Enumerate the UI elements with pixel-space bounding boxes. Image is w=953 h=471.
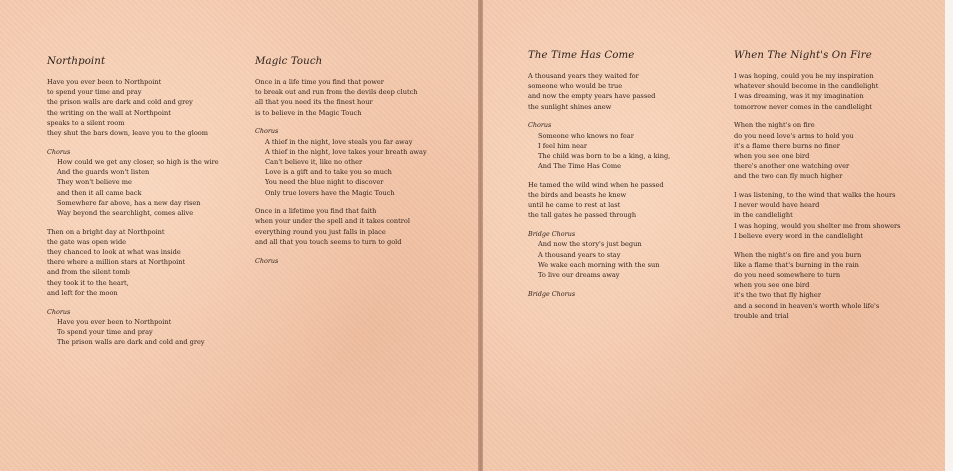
lyric-line: And now the story's just begun: [538, 240, 642, 249]
stanza-gap: [734, 241, 901, 250]
lyric-line: I was dreaming, was it my imagination: [734, 92, 864, 101]
lyric-line: Once in a life time you find that power: [255, 78, 384, 86]
lyric-line: speaks to a silent room: [47, 118, 125, 127]
lyric-line: and the two can fly much higher: [734, 172, 843, 181]
lyric-line: there where a million stars at Northpoint: [47, 258, 186, 267]
lyric-line: until he came to rest at last: [528, 201, 621, 210]
lyric-line: there's another one watching over: [734, 162, 850, 171]
lyric-line: And the guards won't listen: [57, 168, 150, 177]
stanza-gap: [255, 118, 427, 127]
lyric-line: To spend your time and pray: [57, 327, 153, 336]
lyric-line: A thief in the night, love steals you far away: [265, 137, 413, 146]
lyric-line: and left for the moon: [47, 288, 118, 297]
lyric-line: The prison walls are dark and cold and grey: [57, 338, 205, 347]
lyric-line: when you see one bird: [734, 281, 810, 290]
lyric-line: I was listening, to the wind that walks the hours: [734, 191, 896, 200]
lyric-line: they took it to the heart,: [47, 278, 129, 287]
lyric-line: A thousand years to stay: [538, 250, 621, 259]
section-label: Chorus: [47, 147, 71, 156]
lyric-line: Can't believe it, like no other: [265, 157, 363, 166]
lyric-line: Once in a lifetime you find that faith: [255, 207, 377, 216]
lyric-line: Have you ever been to Northpoint: [57, 317, 172, 326]
lyric-line: is to believe in the Magic Touch: [255, 108, 362, 117]
lyric-line: Way beyond the searchlight, comes alive: [57, 208, 194, 217]
lyric-line: someone who would be true: [528, 82, 623, 91]
stanza-gap: [528, 171, 670, 180]
lyric-line: the birds and beasts he knew: [528, 191, 627, 200]
lyric-line: to break out and run from the devils deep clutch: [255, 88, 418, 97]
lyric-line: A thousand years they waited for: [528, 72, 639, 80]
lyric-line: trouble and trial: [734, 311, 789, 320]
lyric-line: The child was born to be a king, a king,: [538, 151, 671, 160]
section-label: Chorus: [255, 256, 279, 265]
stanza-gap: [47, 218, 219, 227]
lyric-line: they chanced to look at what was inside: [47, 248, 181, 257]
lyric-line: and a second in heaven's worth whole life's: [734, 301, 880, 310]
song-title: The Time Has Come: [528, 50, 635, 61]
lyric-line: and now the empty years have passed: [528, 92, 656, 101]
lyric-line: And The Time Has Come: [538, 162, 622, 171]
lyric-line: Have you ever been to Northpoint: [47, 78, 162, 86]
section-label: Chorus: [47, 307, 71, 316]
lyric-line: the sunlight shines anew: [528, 102, 612, 111]
stanza-gap: [528, 280, 670, 289]
lyric-line: the tall gates he passed through: [528, 211, 637, 220]
stanza-gap: [528, 221, 670, 230]
lyric-line: the gate was open wide: [47, 237, 127, 246]
lyric-line: I feel him near: [538, 141, 588, 150]
song-title: Northpoint: [47, 56, 106, 67]
lyric-line: I never would have heard: [734, 201, 820, 210]
song-title: When The Night's On Fire: [734, 50, 872, 61]
lyric-line: Someone who knows no fear: [538, 131, 634, 140]
lyric-line: everything round you just falls in place: [255, 227, 386, 236]
lyric-line: Only true lovers have the Magic Touch: [265, 188, 395, 197]
song-when-the-nights-on-fire: [734, 50, 901, 321]
lyric-line: I believe every word in the candlelight: [734, 231, 864, 240]
stanza-gap: [734, 112, 901, 121]
lyric-line: like a flame that's burning in the rain: [734, 260, 859, 269]
lyric-line: I was hoping, would you shelter me from showers: [734, 221, 901, 230]
lyric-line: they shut the bars down, leave you to the gloom: [47, 129, 209, 138]
lyric-line: in the candlelight: [734, 211, 793, 220]
lyric-line: whatever should become in the candlelight: [734, 82, 879, 91]
section-label: Bridge Chorus: [528, 289, 576, 298]
lyric-line: A thief in the night, love takes your breath away: [265, 147, 427, 156]
lyric-line: Somewhere far above, has a new day risen: [57, 198, 201, 207]
lyric-line: the prison walls are dark and cold and grey: [47, 98, 193, 107]
lyric-line: and then it all came back: [57, 188, 142, 197]
stanza-gap: [47, 138, 219, 147]
scan-edge: [945, 0, 953, 471]
lyric-line: You need the blue night to discover: [265, 178, 384, 187]
lyric-line: it's the two that fly higher: [734, 291, 821, 300]
song-the-time-has-come: [528, 50, 670, 299]
lyric-line: the writing on the wall at Northpoint: [47, 108, 171, 117]
lyric-line: He tamed the wild wind when he passed: [528, 180, 664, 189]
lyric-line: To live our dreams away: [538, 270, 620, 279]
lyric-line: to spend your time and pray: [47, 88, 142, 97]
lyric-line: How could we get any closer, so high is the wire: [57, 157, 219, 166]
lyric-line: tomorrow never comes in the candlelight: [734, 102, 872, 111]
lyric-line: do you need somewhere to turn: [734, 270, 841, 279]
lyric-line: When the night's on fire and you burn: [734, 250, 862, 259]
lyric-line: Then on a bright day at Northpoint: [47, 227, 165, 236]
stanza-gap: [255, 247, 427, 256]
stanza-gap: [528, 112, 670, 121]
lyric-line: I was hoping, could you be my inspiration: [734, 72, 874, 80]
song-northpoint: [47, 56, 219, 347]
lyric-line: when you see one bird: [734, 151, 810, 160]
song-magic-touch: [255, 56, 427, 266]
lyric-line: do you need love's arms to hold you: [734, 131, 854, 140]
lyric-line: and all that you touch seems to turn to gold: [255, 237, 402, 246]
lyric-line: They won't believe me: [57, 178, 132, 187]
lyric-line: when your under the spell and it takes control: [255, 217, 411, 226]
stanza-gap: [734, 182, 901, 191]
lyric-line: all that you need its the finest hour: [255, 98, 373, 107]
lyric-line: When the night's on fire: [734, 121, 815, 130]
lyric-line: Love is a gift and to take you so much: [265, 168, 392, 177]
stanza-gap: [47, 298, 219, 307]
section-label: Chorus: [255, 127, 279, 136]
lyric-line: and from the silent tomb: [47, 268, 130, 277]
section-label: Chorus: [528, 121, 552, 130]
song-title: Magic Touch: [255, 56, 323, 67]
stanza-gap: [255, 198, 427, 207]
lyric-line: We wake each morning with the sun: [538, 260, 660, 269]
lyric-line: it's a flame there burns no finer: [734, 141, 840, 150]
section-label: Bridge Chorus: [528, 230, 576, 239]
